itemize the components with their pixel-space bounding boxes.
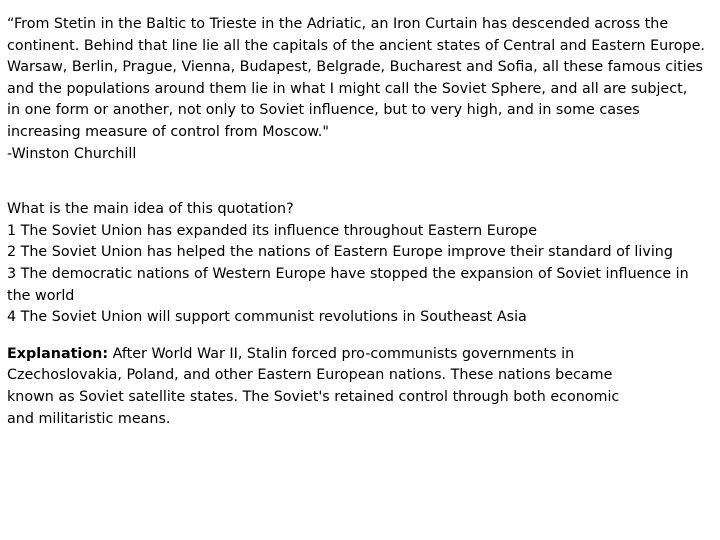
quote-line: continent. Behind that line lie all the capitals of the ancient states of Central and Eastern Europe. (7, 37, 705, 54)
explanation-label: Explanation: (7, 345, 109, 362)
answer-choice-4: 4 The Soviet Union will support communist revolutions in Southeast Asia (7, 309, 527, 326)
quote-line: Warsaw, Berlin, Prague, Vienna, Budapest, Belgrade, Bucharest and Sofia, all these famous cities (7, 59, 703, 76)
answer-choice-3-continued: the world (7, 287, 75, 304)
explanation-text: After World War II, Stalin forced pro-communists governments in (108, 345, 575, 362)
explanation-first-line (7, 344, 715, 366)
quote-line: increasing measure of control from Moscow." (7, 123, 329, 140)
explanation-line: and militaristic means. (7, 410, 171, 427)
quote-attribution: -Winston Churchill (7, 145, 137, 162)
quote-line: and the populations around them lie in what I might call the Soviet Sphere, and all are subject, (7, 80, 688, 97)
explanation (7, 344, 715, 430)
quotation (7, 14, 715, 165)
document-page (7, 14, 715, 430)
spacer (7, 329, 715, 344)
question-prompt: What is the main idea of this quotation? (7, 201, 294, 218)
explanation-line: Czechoslovakia, Poland, and other Eastern European nations. These nations became (7, 367, 613, 384)
spacer (7, 165, 715, 199)
answer-choice-2: 2 The Soviet Union has helped the nations of Eastern Europe improve their standard of living (7, 244, 673, 261)
explanation-line: known as Soviet satellite states. The Soviet's retained control through both economic (7, 388, 620, 405)
quote-line: in one form or another, not only to Soviet influence, but to very high, and in some cases (7, 102, 640, 119)
quote-line: “From Stetin in the Baltic to Trieste in the Adriatic, an Iron Curtain has descended across the (7, 16, 669, 32)
question (7, 199, 715, 329)
answer-choice-3: 3 The democratic nations of Western Europe have stopped the expansion of Soviet influence in (7, 265, 689, 282)
answer-choice-1: 1 The Soviet Union has expanded its influence throughout Eastern Europe (7, 222, 538, 239)
